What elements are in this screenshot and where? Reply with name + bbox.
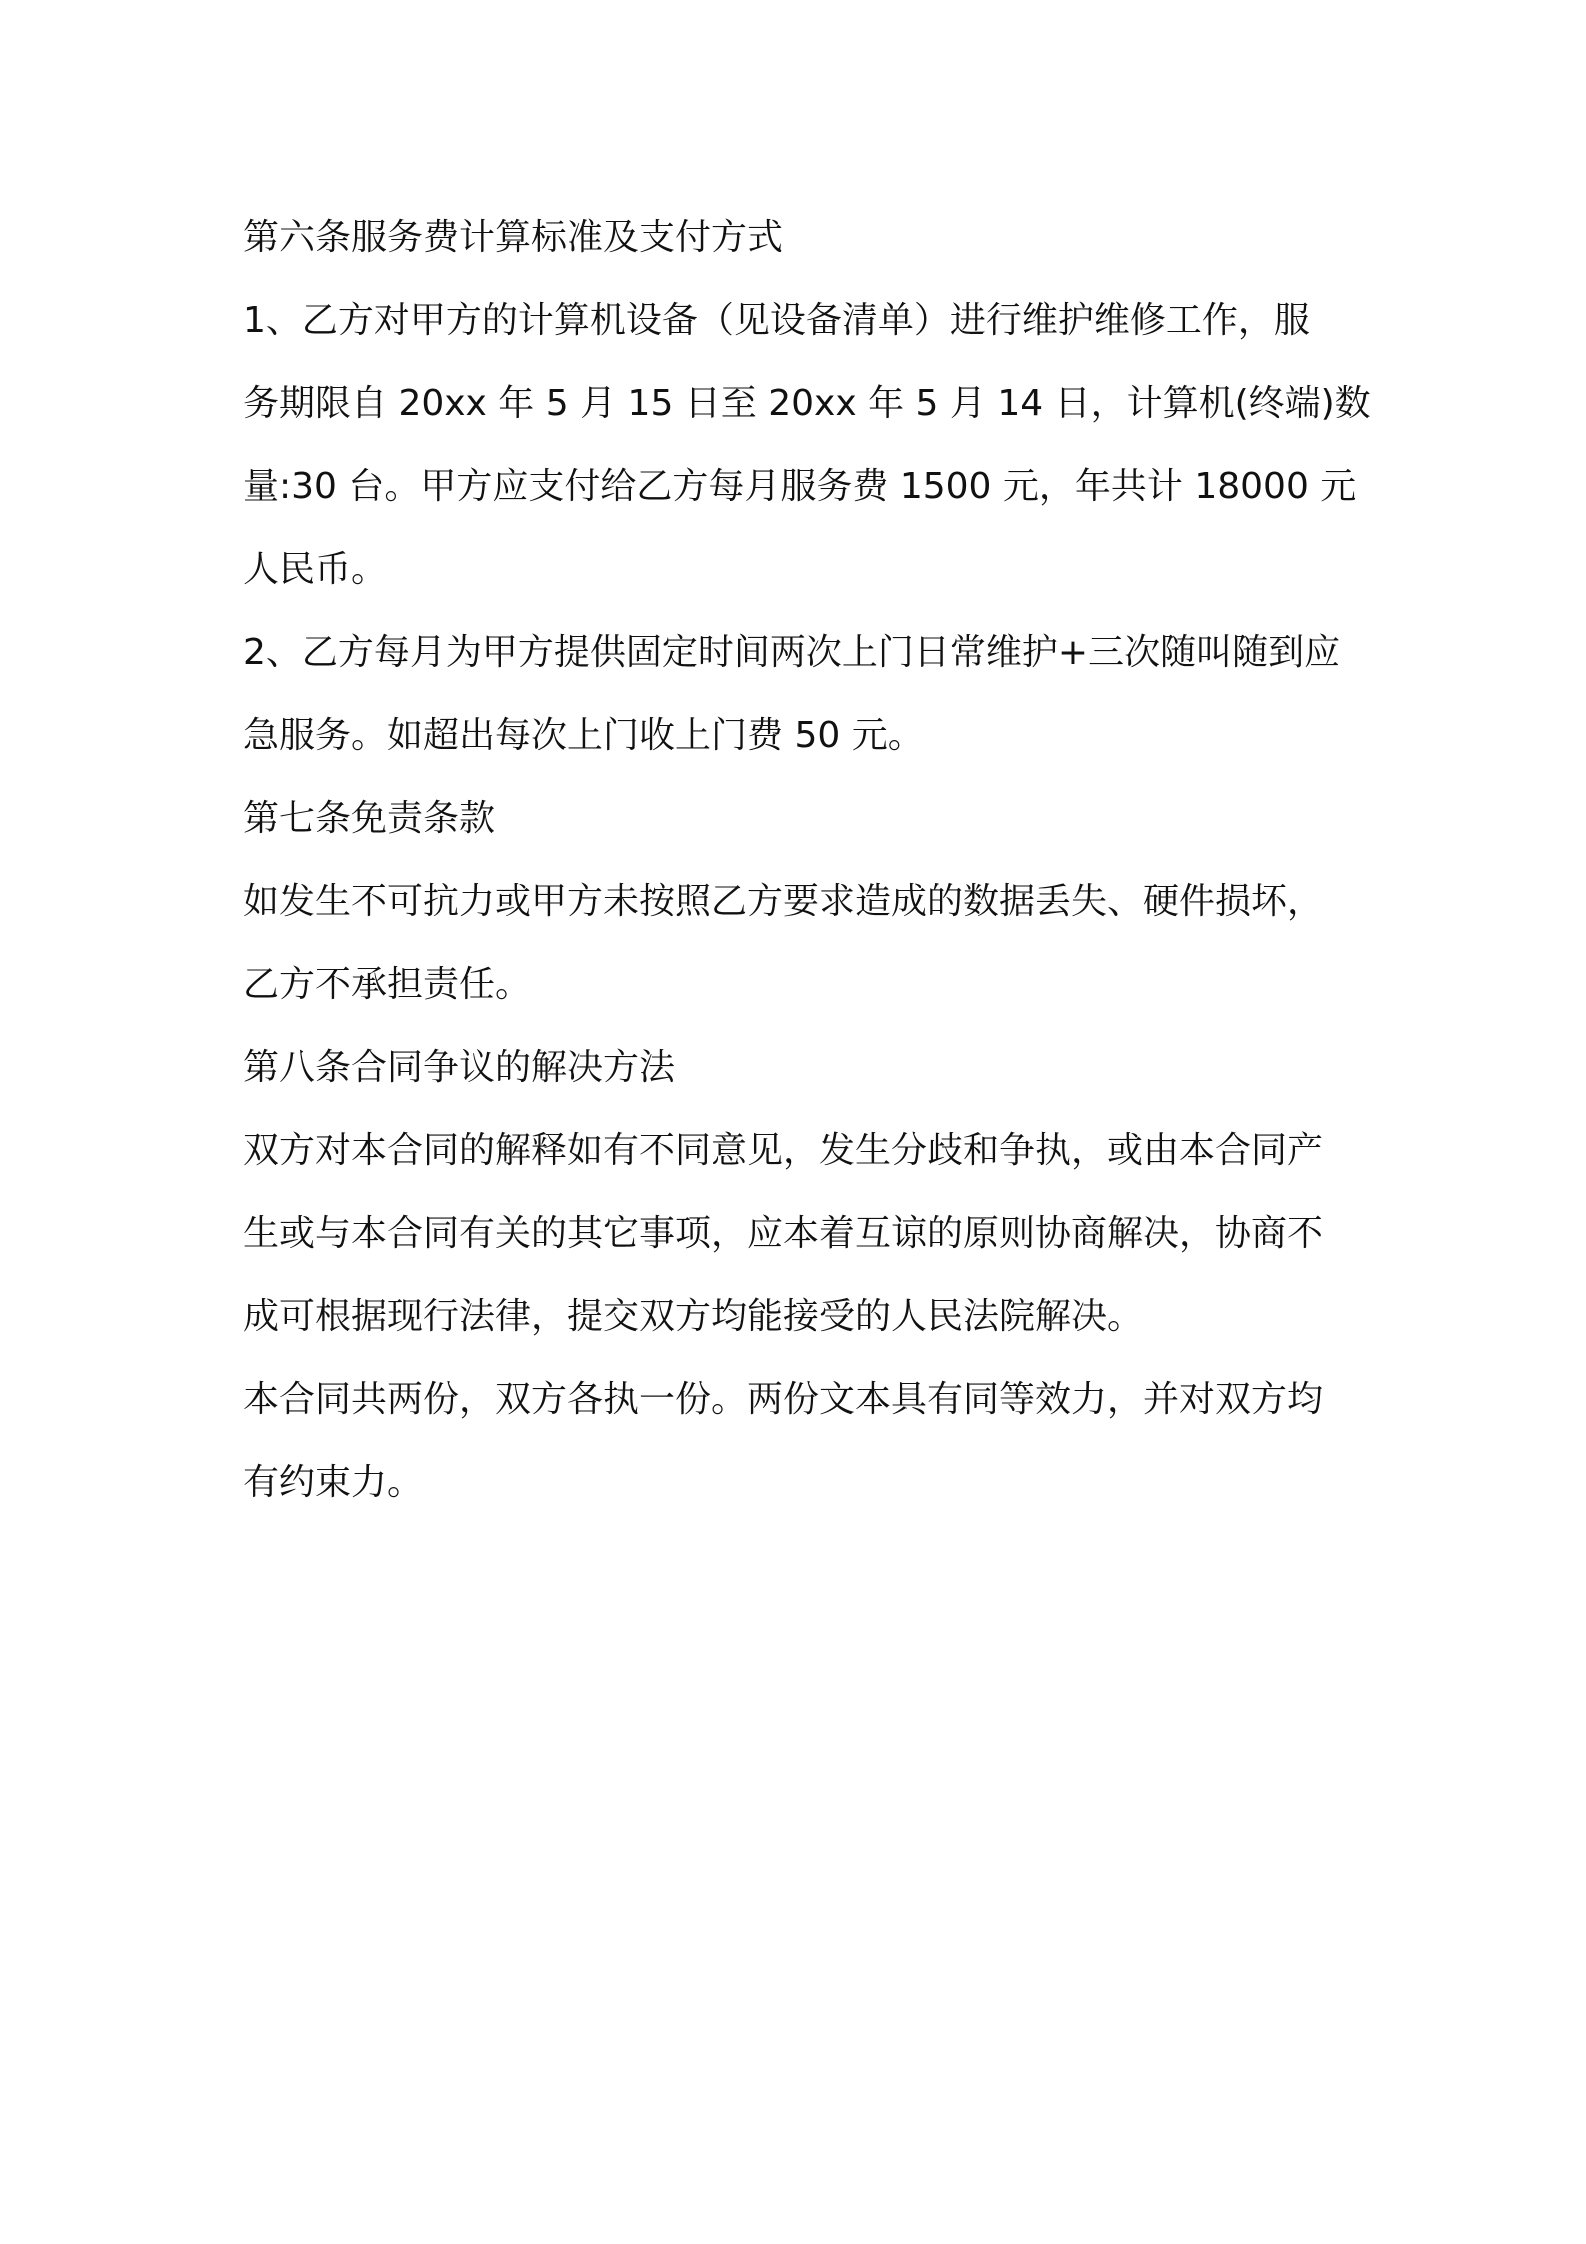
paragraph-line: 人民币。 — [243, 549, 388, 590]
paragraph-line: 务期限自 20xx 年 5 月 15 日至 20xx 年 5 月 14 日，计算机(终端)数 — [243, 383, 1371, 424]
section-heading-article-7: 第七条免责条款 — [243, 798, 496, 839]
paragraph-line: 量:30 台。甲方应支付给乙方每月服务费 1500 元，年共计 18000 元 — [243, 466, 1357, 507]
document-body — [243, 196, 1371, 1524]
paragraph-line: 成可根据现行法律，提交双方均能接受的人民法院解决。 — [243, 1296, 1144, 1337]
paragraph-line: 本合同共两份，双方各执一份。两份文本具有同等效力，并对双方均 — [243, 1379, 1324, 1420]
section-heading-article-6: 第六条服务费计算标准及支付方式 — [243, 217, 784, 258]
paragraph-line: 有约束力。 — [243, 1462, 424, 1503]
paragraph-line: 2、乙方每月为甲方提供固定时间两次上门日常维护+三次随叫随到应 — [243, 632, 1341, 673]
paragraph-line: 双方对本合同的解释如有不同意见，发生分歧和争执，或由本合同产 — [243, 1130, 1324, 1171]
paragraph-line: 1、乙方对甲方的计算机设备（见设备清单）进行维护维修工作，服 — [243, 300, 1310, 341]
section-heading-article-8: 第八条合同争议的解决方法 — [243, 1047, 676, 1088]
paragraph-line: 如发生不可抗力或甲方未按照乙方要求造成的数据丢失、硬件损坏， — [243, 881, 1324, 922]
paragraph-line: 乙方不承担责任。 — [243, 964, 532, 1005]
paragraph-line: 生或与本合同有关的其它事项，应本着互谅的原则协商解决，协商不 — [243, 1213, 1324, 1254]
paragraph-line: 急服务。如超出每次上门收上门费 50 元。 — [243, 715, 924, 756]
